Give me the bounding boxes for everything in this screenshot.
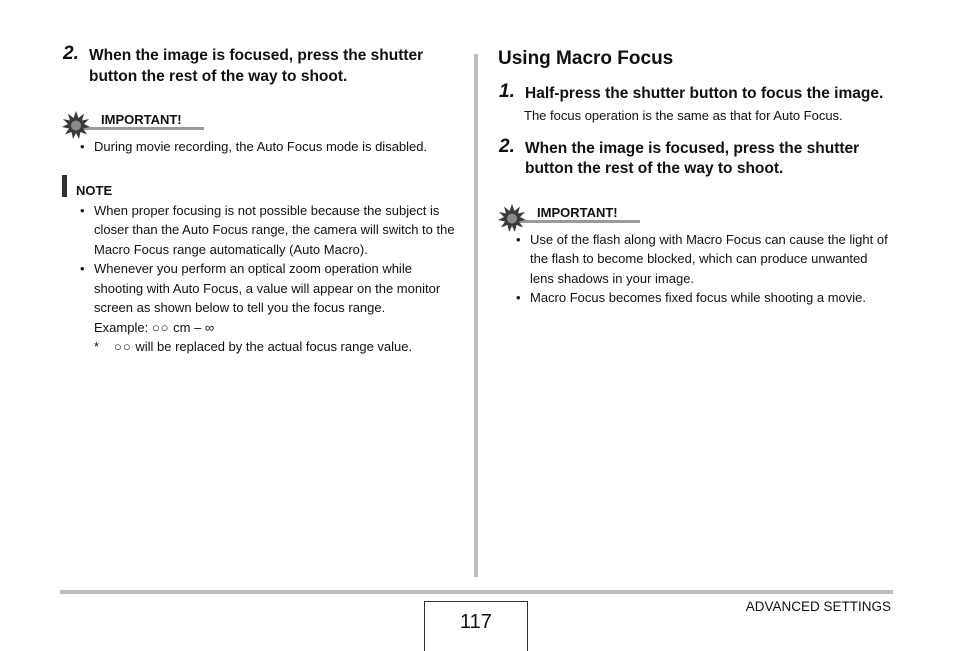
note-list [62, 201, 457, 318]
important-label: IMPORTANT! [537, 204, 618, 220]
asterisk-note [62, 337, 457, 357]
important-underline [76, 127, 204, 130]
step-number: 2. [63, 43, 79, 64]
asterisk-mark: * [94, 339, 100, 354]
step-number: 1. [499, 81, 515, 102]
step-number: 2. [499, 135, 515, 157]
note-bar-icon [62, 175, 67, 197]
left-column [62, 43, 457, 357]
footer-section-name: ADVANCED SETTINGS [745, 599, 891, 614]
important-underline [512, 220, 640, 223]
focus-range-example [62, 318, 457, 338]
step-text: When the image is focused, press the shutter button the rest of the way to shoot. [525, 139, 860, 177]
example-suffix: cm – ∞ [169, 319, 215, 335]
step-text: When the image is focused, press the shutter button the rest of the way to shoot. [89, 47, 424, 85]
important-list [498, 230, 893, 308]
list-item: • Use of the flash along with Macro Focus can cause the light of the flash to become blocked, which can produce unwanted lens shadows in your image. [498, 230, 893, 289]
step-2-heading [498, 135, 893, 180]
list-item: • During movie recording, the Auto Focus mode is disabled. [62, 137, 457, 157]
note-header [62, 179, 457, 201]
note-label: NOTE [76, 182, 113, 198]
right-column [498, 46, 893, 308]
step-1-heading [498, 81, 893, 105]
circle-placeholder: ○○ [151, 319, 170, 335]
step-2-heading [62, 43, 457, 87]
example-prefix: Example: [94, 319, 152, 335]
section-title: Using Macro Focus [498, 48, 674, 69]
list-item: • When proper focusing is not possible because the subject is closer than the Auto Focus range, the camera will switch to the Macro Focus range automatically (Auto Macro). [62, 201, 457, 260]
starburst-icon [498, 204, 526, 232]
page-number: 117 [424, 601, 528, 651]
footer-rule [60, 590, 893, 594]
important-header [62, 111, 457, 137]
asterisk-text: will be replaced by the actual focus range value. [131, 339, 413, 354]
list-item: • Whenever you perform an optical zoom operation while shooting with Auto Focus, a value will appear on the monitor screen as shown below to tell you the focus range. [62, 259, 457, 318]
starburst-icon [62, 111, 90, 139]
step-1-description: The focus operation is the same as that for Auto Focus. [524, 107, 843, 123]
column-divider [474, 54, 478, 577]
important-label: IMPORTANT! [101, 112, 182, 127]
important-list [62, 137, 457, 157]
list-item: • Macro Focus becomes fixed focus while shooting a movie. [498, 288, 893, 308]
important-header [498, 204, 893, 230]
step-text: Half-press the shutter button to focus the image. [525, 85, 884, 102]
circle-placeholder: ○○ [114, 339, 132, 354]
